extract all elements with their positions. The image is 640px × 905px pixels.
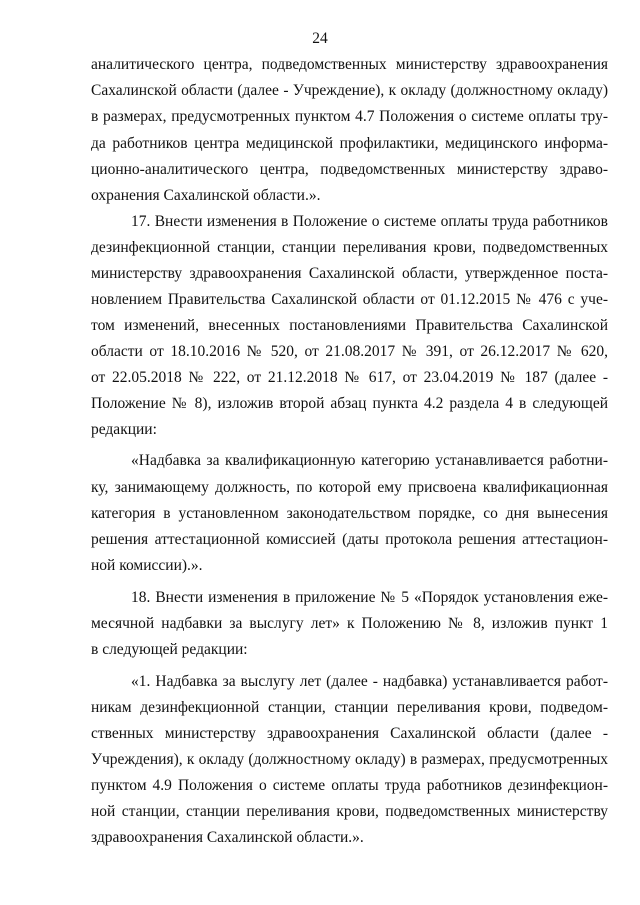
paragraph-17-first-line: 17. Внести изменения в Положение о системе оплаты труда работников [131, 213, 608, 230]
paragraph-18-first-line: 18. Внести изменения в приложение № 5 «Порядок установления еже- [131, 589, 608, 606]
quote-first-line: «Надбавка за квалификационную категорию устанавливается работни- [131, 452, 608, 469]
text-line: аналитического центра, подведомственных министерству здравоохранения [91, 56, 608, 73]
text-line: ной станции, станции переливания крови, подведомственных министерству [91, 803, 608, 820]
text-line: ной комиссии).». [91, 557, 203, 574]
text-line: охранения Сахалинской области.». [91, 187, 321, 204]
text-line: категория в установленном законодательством порядке, со дня вынесения [91, 505, 608, 522]
text-line: в размерах, предусмотренных пунктом 4.7 Положения о системе оплаты тру- [91, 108, 608, 125]
text-line: том изменений, внесенных постановлениями Правительства Сахалинской [91, 317, 608, 334]
text-line: редакции: [91, 421, 157, 438]
text-line: дезинфекционной станции, станции переливания крови, подведомственных [91, 239, 608, 256]
text-line: пунктом 4.9 Положения о системе оплаты труда работников дезинфекцион- [91, 777, 608, 794]
text-line: новлением Правительства Сахалинской области от 01.12.2015 № 476 с уче- [91, 291, 608, 308]
quote-item-1-first-line: «1. Надбавка за выслугу лет (далее - надбавка) устанавливается работ- [131, 673, 608, 690]
text-line: министерству здравоохранения Сахалинской области, утвержденное поста- [91, 265, 608, 282]
text-line: от 22.05.2018 № 222, от 21.12.2018 № 617, от 23.04.2019 № 187 (далее - [91, 369, 608, 386]
text-line: месячной надбавки за выслугу лет» к Положению № 8, изложив пункт 1 [91, 615, 608, 632]
text-line: никам дезинфекционной станции, станции переливания крови, подведом- [91, 699, 608, 716]
text-line: ционно-аналитического центра, подведомственных министерству здраво- [91, 161, 608, 178]
text-line: Учреждения), к окладу (должностному окладу) в размерах, предусмотренных [91, 751, 608, 768]
page-number: 24 [312, 30, 328, 47]
text-line: здравоохранения Сахалинской области.». [91, 829, 364, 846]
text-line: Положение № 8), изложив второй абзац пункта 4.2 раздела 4 в следующей [91, 395, 608, 412]
text-line: да работников центра медицинской профилактики, медицинского информа- [91, 135, 608, 152]
text-line: решения аттестационной комиссией (даты протокола решения аттестацион- [91, 531, 608, 548]
text-line: в следующей редакции: [91, 641, 248, 658]
text-line: ку, занимающему должность, по которой ему присвоена квалификационная [91, 479, 608, 496]
text-line: области от 18.10.2016 № 520, от 21.08.2017 № 391, от 26.12.2017 № 620, [91, 343, 608, 360]
text-line: ственных министерству здравоохранения Сахалинской области (далее - [91, 725, 608, 742]
text-line: Сахалинской области (далее - Учреждение), к окладу (должностному окладу) [91, 82, 608, 99]
